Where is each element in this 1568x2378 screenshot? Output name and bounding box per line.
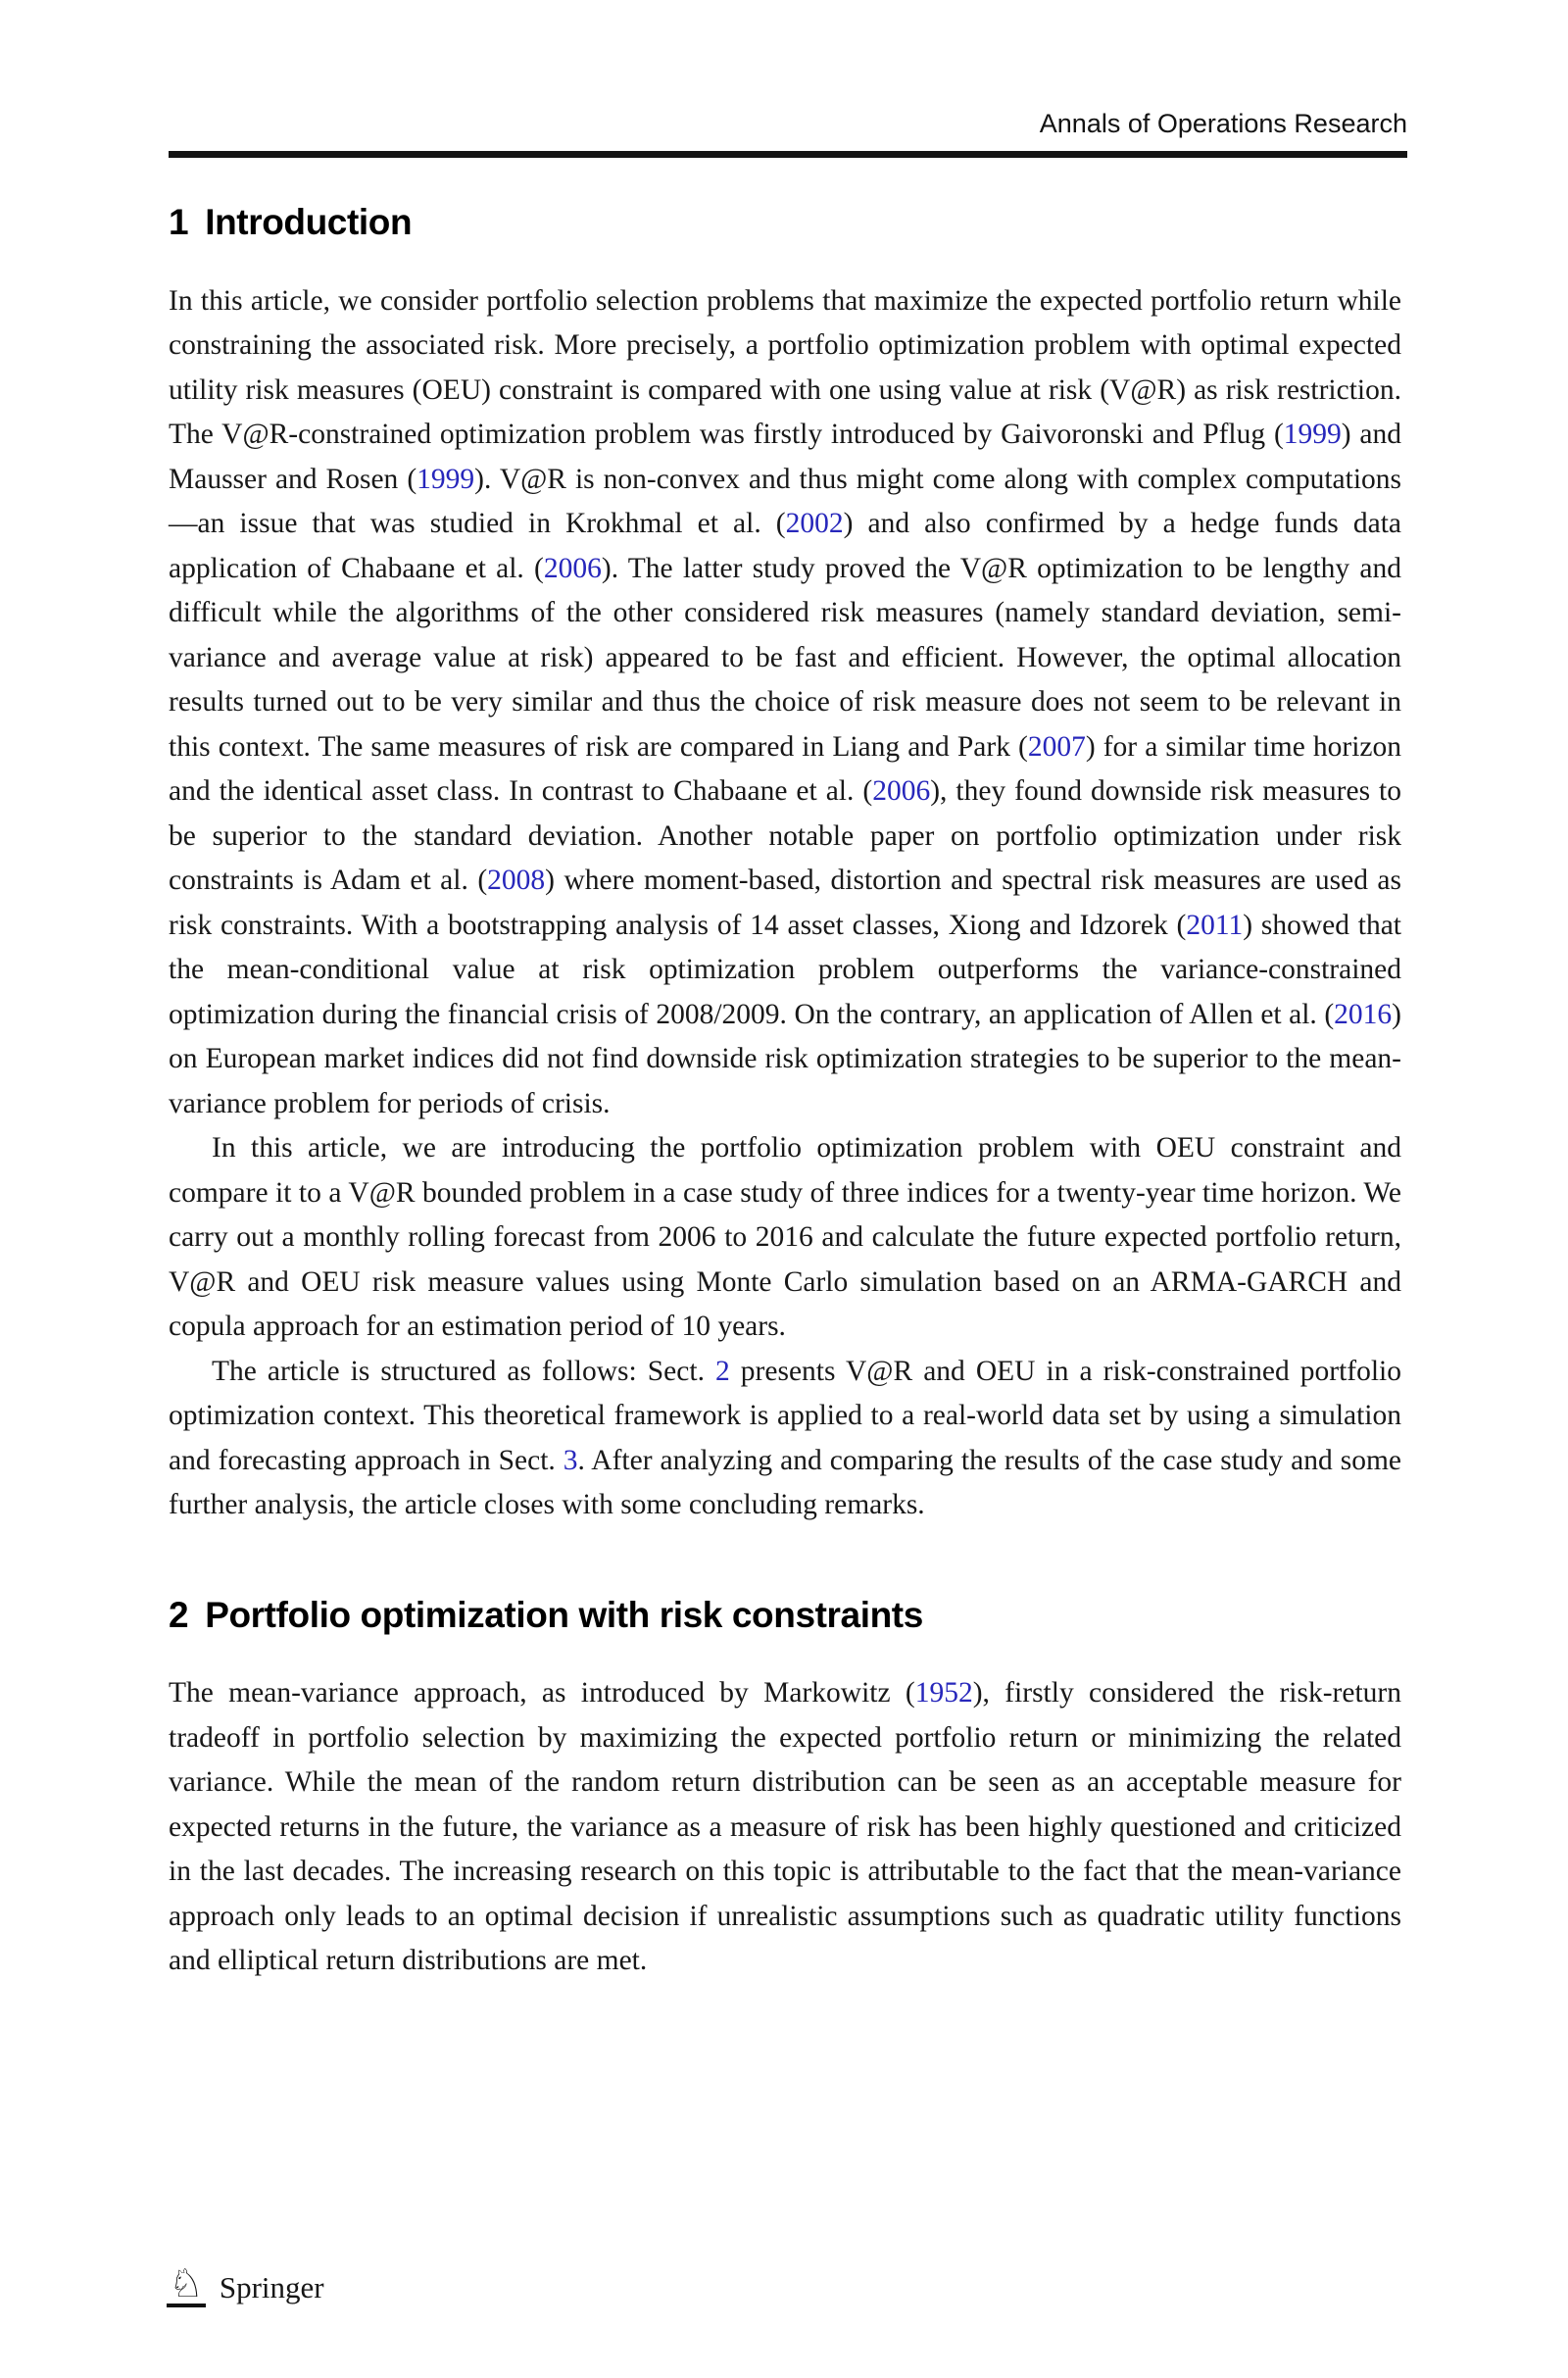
paragraph: The mean-variance approach, as introduced by Markowitz (1952), firstly considered the risk-return tradeoff in portfolio selection by maximizing the expected portfolio return or minimizing the related variance. While the mean of the random return distribution can be seen as an acceptable measure for expected returns in the future, the variance as a measure of risk has been highly questioned and criticized in the last decades. The increasing research on this topic is attributable to the fact that the mean-variance approach only leads to an optimal decision if unrealistic assumptions such as quadratic utility functions and elliptical return distributions are met. [169, 1677, 1401, 1977]
citation-link[interactable]: 1952 [914, 1677, 973, 1709]
citation-link[interactable]: 2006 [872, 775, 931, 808]
section-number: 1 [169, 202, 189, 242]
citation-link[interactable]: 2 [715, 1355, 730, 1387]
page-footer [167, 2261, 324, 2307]
paragraph: In this article, we are introducing the portfolio optimization problem with OEU constraint and compare it to a V@R bounded problem in a case study of three indices for a twenty-year time horizon. We carry out a monthly rolling forecast from 2006 to 2016 and calculate the future expected portfolio return, V@R and OEU risk measure values using Monte Carlo simulation based on an ARMA-GARCH and copula approach for an estimation period of 10 years. [169, 1132, 1401, 1343]
citation-link[interactable]: 1999 [416, 463, 475, 495]
journal-title: Annals of Operations Research [1039, 109, 1407, 138]
section-heading [169, 1595, 1401, 1637]
article-body [169, 202, 1401, 1984]
page-header [169, 0, 1407, 158]
publisher-name: Springer [219, 2270, 324, 2304]
paragraph: The article is structured as follows: Sect. 2 presents V@R and OEU in a risk-constrained portfolio optimization context. This theoretical framework is applied to a real-world data set by using a simulation and forecasting approach in Sect. 3. After analyzing and comparing the results of the case study and some further analysis, the article closes with some concluding remarks. [169, 1355, 1402, 1521]
section-title-text: Introduction [205, 202, 413, 242]
section-title-text: Portfolio optimization with risk constraints [205, 1594, 923, 1635]
citation-link[interactable]: 2002 [785, 508, 844, 540]
springer-knight-logo-icon: ♘ [169, 2261, 204, 2306]
header-rule [169, 151, 1407, 158]
citation-link[interactable]: 2006 [543, 552, 602, 584]
citation-link[interactable]: 2007 [1027, 730, 1086, 763]
paragraph: In this article, we consider portfolio selection problems that maximize the expected portfolio return while constraining the associated risk. More precisely, a portfolio optimization problem with optimal expected utility risk measures (OEU) constraint is compared with one using value at risk (V@R) as risk restriction. The V@R-constrained optimization problem was firstly introduced by Gaivoronski and Pflug (1999) and Mausser and Rosen (1999). V@R is non-convex and thus might come along with complex computations—an issue that was studied in Krokhmal et al. (2002) and also confirmed by a hedge funds data application of Chabaane et al. (2006). The latter study proved the V@R optimization to be lengthy and difficult while the algorithms of the other considered risk measures (namely standard deviation, semi-variance and average value at risk) appeared to be fast and efficient. However, the optimal allocation results turned out to be very similar and thus the choice of risk measure does not seem to be relevant in this context. The same measures of risk are compared in Liang and Park (2007) for a similar time horizon and the identical asset class. In contrast to Chabaane et al. (2006), they found downside risk measures to be superior to the standard deviation. Another notable paper on portfolio optimization under risk constraints is Adam et al. (2008) where moment-based, distortion and spectral risk measures are used as risk constraints. With a bootstrapping analysis of 14 asset classes, Xiong and Idzorek (2011) showed that the mean-conditional value at risk optimization problem outperforms the variance-constrained optimization during the financial crisis of 2008/2009. On the contrary, an application of Allen et al. (2016) on European market indices did not find downside risk optimization strategies to be superior to the mean-variance problem for periods of crisis. [169, 284, 1402, 1119]
section-heading [169, 202, 1401, 244]
citation-link[interactable]: 2008 [487, 865, 546, 897]
section-number: 2 [169, 1594, 189, 1635]
citation-link[interactable]: 3 [563, 1444, 578, 1476]
citation-link[interactable]: 2011 [1186, 909, 1244, 941]
citation-link[interactable]: 1999 [1283, 419, 1342, 451]
citation-link[interactable]: 2016 [1334, 998, 1393, 1030]
